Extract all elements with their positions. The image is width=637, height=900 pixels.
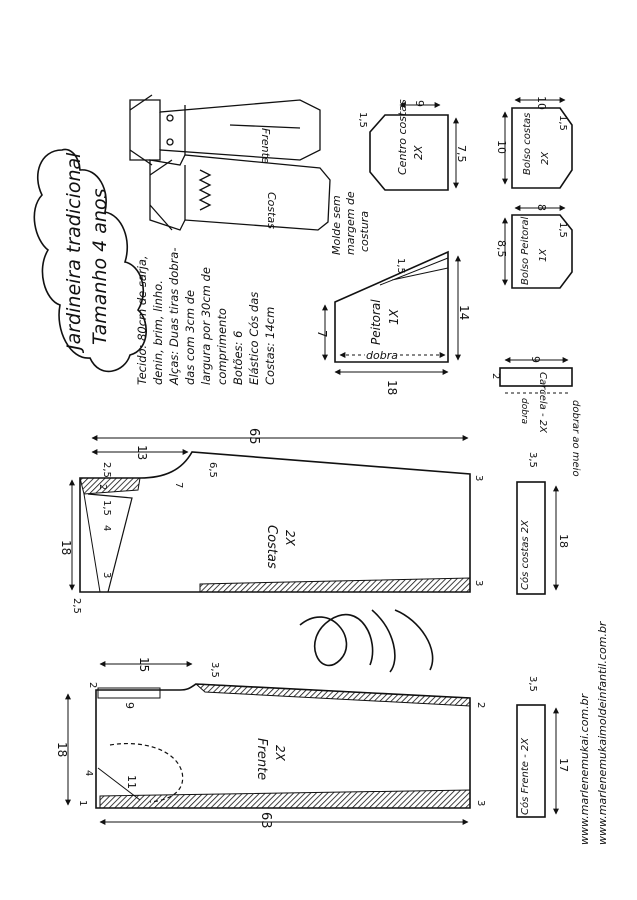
website-2: www.marlenemukaimoldeinfantil.com.br — [596, 621, 609, 845]
title-line1: Jardineira tradicional — [63, 152, 85, 350]
materials-line-4: das com 3cm de — [183, 289, 197, 385]
sketch-front-label: Frente — [259, 128, 272, 164]
centro-costas-dim-width: 9 — [413, 100, 426, 107]
peitoral-dim-height: 14 — [457, 305, 471, 321]
note-line-3: costura — [358, 210, 371, 252]
piece-bolso-peitoral — [495, 204, 572, 288]
costas-dim-d7: 7 — [173, 482, 184, 489]
materials-line-2: denin, brim, linho. — [151, 280, 165, 385]
piece-cos-frente — [517, 676, 570, 817]
frente-hatch-bottom — [100, 790, 470, 808]
frente-name: Frente — [254, 738, 269, 781]
frente-dim-d6: 2 — [475, 702, 486, 709]
frente-dim-height: 18 — [55, 742, 69, 758]
frente-dim-d7: 3 — [475, 800, 486, 807]
frente-dim-d5: 11 — [125, 775, 138, 789]
frente-qty: 2X — [273, 745, 287, 761]
bolso-costas-dim-height: 10 — [495, 140, 508, 154]
costas-dim-height: 18 — [59, 540, 73, 556]
costas-dim-d2: 2,5 — [101, 462, 112, 478]
centro-costas-qty: 2X — [412, 145, 425, 160]
website-1: www.marlenemukai.com.br — [578, 693, 591, 845]
piece-centro-costas — [357, 99, 468, 190]
sketch-back-label: Costas — [265, 192, 278, 229]
bolso-costas-qty: 2X — [540, 151, 551, 165]
cos-frente-dim-length: 17 — [557, 758, 570, 772]
costas-dim-d10: 3 — [101, 572, 112, 579]
title-line2: Tamanho 4 anos — [89, 188, 111, 345]
cos-frente-dim-width: 3,5 — [527, 676, 538, 692]
bolso-peitoral-dim-height: 8,5 — [495, 240, 508, 258]
websites — [578, 620, 609, 845]
frente-dim-length: 63 — [258, 812, 273, 829]
centro-costas-dim-corner: 1,5 — [357, 112, 368, 128]
costas-dim-d3: 1,5 — [101, 500, 112, 516]
piece-costas — [59, 428, 484, 614]
carcela-dim-length: 9 — [529, 356, 542, 363]
piece-cos-costas — [517, 452, 570, 594]
costas-dim-top: 13 — [135, 445, 149, 461]
note-line-1: Molde sem — [330, 195, 343, 255]
garment-sketch-back — [150, 155, 330, 230]
costas-hatch-bottom — [200, 578, 470, 592]
piece-peitoral — [315, 252, 471, 395]
peitoral-dim-width: 18 — [385, 380, 399, 396]
peitoral-fold: dobra — [366, 349, 398, 362]
carcela-name: Carcela - 2X — [537, 372, 548, 433]
bolso-costas-dim-corner: 1,5 — [557, 115, 568, 131]
frente-hatch-top — [196, 684, 470, 706]
carcela-fold: dobra — [519, 398, 529, 425]
cos-frente-name: Cós Frente - 2X — [520, 737, 531, 815]
centro-costas-name: Centro costas — [396, 99, 409, 175]
carcela-fold-note: dobrar ao meio — [570, 400, 581, 477]
peitoral-dim-corner: 1,5 — [395, 258, 406, 274]
cos-costas-name: Cós costas 2X — [520, 520, 531, 590]
centro-costas-dim-height: 7,5 — [455, 145, 468, 163]
frente-dim-d2: 2 — [87, 682, 98, 689]
frente-dim-d1: 3,5 — [209, 662, 220, 678]
materials-line-6: comprimento — [215, 308, 229, 385]
carcela-dim-width: 2 — [490, 373, 501, 380]
garment-sketch-front — [130, 95, 320, 165]
frente-dim-d4: 4 — [83, 770, 94, 777]
costas-dim-length: 65 — [246, 428, 261, 445]
bolso-peitoral-name: Bolso Peitoral — [520, 216, 531, 285]
costas-dim-d6: 4 — [101, 525, 112, 532]
bolso-peitoral-dim-corner: 1,5 — [557, 222, 568, 238]
costas-dim-d5: 3 — [473, 580, 484, 587]
piece-bolso-costas — [495, 96, 572, 188]
piece-frente — [55, 657, 486, 829]
bolso-costas-dim-width: 10 — [535, 96, 548, 110]
title-block — [34, 150, 146, 372]
materials-line-7: Botões: 6 — [231, 330, 245, 385]
peitoral-qty: 1X — [387, 309, 401, 325]
materials-line-1: Tecido: 80cm de sarja, — [135, 255, 149, 385]
peitoral-dim-side: 7 — [315, 330, 329, 338]
cos-costas-dim-width: 3,5 — [527, 452, 538, 468]
materials-line-9: Costas: 14cm — [263, 306, 277, 385]
materials-line-8: Elástico Cós das — [247, 291, 261, 385]
note-line-2: margem de — [344, 191, 357, 255]
costas-qty: 2X — [283, 530, 297, 546]
bolso-peitoral-dim-width: 8 — [535, 204, 548, 211]
seam-allowance-note — [330, 191, 371, 255]
cos-costas-dim-length: 18 — [557, 534, 570, 548]
costas-hatch-top — [80, 478, 140, 494]
materials-text — [135, 248, 277, 386]
frente-dim-top: 15 — [137, 657, 151, 673]
materials-line-5: largura por 30cm de — [199, 267, 213, 385]
bolso-costas-name: Bolso costas — [522, 112, 533, 175]
bolso-peitoral-qty: 1X — [538, 248, 549, 262]
frente-dim-d8: 1 — [77, 800, 88, 807]
costas-name: Costas — [264, 525, 279, 569]
costas-dim-d4: 3 — [473, 475, 484, 482]
costas-dim-d9: 2 — [97, 484, 108, 491]
frente-dim-d3: 9 — [123, 702, 136, 709]
materials-line-3: Alças: Duas tiras dobra- — [167, 247, 181, 385]
peitoral-name: Peitoral — [369, 299, 383, 345]
costas-dim-d1: 6,5 — [207, 462, 218, 478]
costas-dim-d8: 2,5 — [71, 598, 82, 614]
